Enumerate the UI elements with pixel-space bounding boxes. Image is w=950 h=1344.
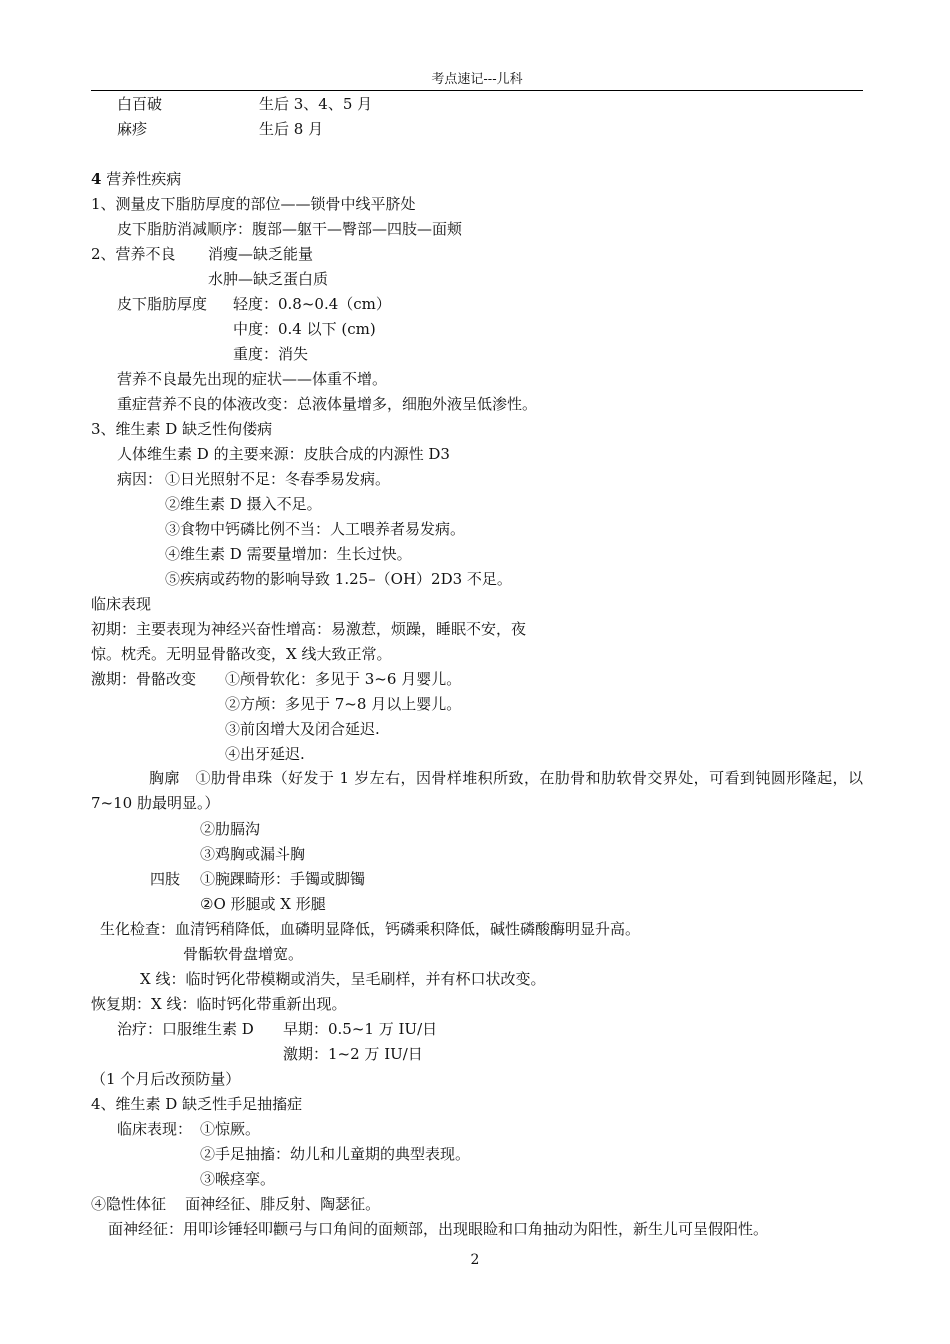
chest-label: 胸廓 xyxy=(149,769,180,787)
malnutrition-type: 水肿—缺乏蛋白质 xyxy=(208,270,329,288)
limb-sign: ②O 形腿或 X 形腿 xyxy=(200,895,326,913)
cause-item: ⑤疾病或药物的影响导致 1.25–（OH）2D3 不足。 xyxy=(165,570,512,588)
vaccine-name: 麻疹 xyxy=(117,120,148,138)
xray-note: X 线：临时钙化带模糊或消失，呈毛刷样，并有杯口状改变。 xyxy=(140,970,546,988)
early-stage-line: 惊。枕秃。无明显骨骼改变，X 线大致正常。 xyxy=(91,645,392,663)
clinical-item: ①惊厥。 xyxy=(200,1120,261,1138)
skull-sign: ④出牙延迟. xyxy=(225,745,305,763)
item2-title: 2、营养不良 xyxy=(91,245,176,263)
fat-grade: 轻度：0.8~0.4（cm） xyxy=(233,295,391,313)
limb-sign: ①腕踝畸形：手镯或脚镯 xyxy=(200,870,366,888)
clinical-item: ③喉痉挛。 xyxy=(200,1170,276,1188)
skull-sign: ②方颅：多见于 7~8 月以上婴儿。 xyxy=(225,695,462,713)
clinical-item: ②手足抽搐：幼儿和儿童期的典型表现。 xyxy=(200,1145,471,1163)
malnutrition-type: 消瘦—缺乏能量 xyxy=(208,245,314,263)
clinical-label: 临床表现： xyxy=(117,1120,193,1138)
fat-reduction-order: 皮下脂肪消减顺序：腹部—躯干—臀部—四肢—面颊 xyxy=(117,220,463,238)
limb-label: 四肢 xyxy=(150,870,181,888)
chest-sign: ②肋膈沟 xyxy=(200,820,261,838)
item4-title: 4、维生素 D 缺乏性手足抽搐症 xyxy=(91,1095,303,1113)
item3-title: 3、维生素 D 缺乏性佝偻病 xyxy=(91,420,273,438)
treatment-note: （1 个月后改预防量） xyxy=(91,1070,241,1088)
page-number: 2 xyxy=(470,1252,480,1268)
first-symptom: 营养不良最先出现的症状——体重不增。 xyxy=(117,370,388,388)
cause-item: ③食物中钙磷比例不当：人工喂养者易发病。 xyxy=(165,520,466,538)
vaccine-name: 白百破 xyxy=(117,95,163,113)
early-stage-line: 初期：主要表现为神经兴奋性增高：易激惹，烦躁，睡眠不安，夜 xyxy=(91,620,527,638)
chest-sign: ③鸡胸或漏斗胸 xyxy=(200,845,306,863)
cause-label: 病因： xyxy=(117,470,163,488)
cause-item: ②维生素 D 摄入不足。 xyxy=(165,495,322,513)
skull-sign: ③前囟增大及闭合延迟. xyxy=(225,720,380,738)
clinical-heading: 临床表现 xyxy=(91,595,152,613)
fat-grade: 中度：0.4 以下 (cm) xyxy=(233,320,376,338)
vitamin-d-source: 人体维生素 D 的主要来源：皮肤合成的内源性 D3 xyxy=(117,445,450,463)
recovery-stage: 恢复期：X 线：临时钙化带重新出现。 xyxy=(91,995,347,1013)
treatment-dose: 早期：0.5~1 万 IU/日 xyxy=(283,1020,438,1038)
section-number: 4 xyxy=(91,170,102,188)
vaccine-time: 生后 8 月 xyxy=(259,120,324,138)
epiphysis-note: 骨骺软骨盘增宽。 xyxy=(183,945,304,963)
cause-item: ①日光照射不足：冬春季易发病。 xyxy=(165,470,391,488)
section-title: 营养性疾病 xyxy=(106,170,182,188)
fat-thickness-label: 皮下脂肪厚度 xyxy=(117,295,208,313)
fluid-change: 重症营养不良的体液改变：总液体量增多，细胞外液呈低渗性。 xyxy=(117,395,538,413)
chest-sign: ①肋骨串珠（好发于 1 岁左右，因骨样堆积所致，在肋骨和肋软骨交界处，可看到钝圆形隆起，以 7~10 肋最明显。） xyxy=(91,769,863,812)
facial-nerve-sign: 面神经征：用叩诊锤轻叩颧弓与口角间的面颊部，出现眼睑和口角抽动为阳性，新生儿可呈假阳性。 xyxy=(108,1220,769,1238)
vaccine-time: 生后 3、4、5 月 xyxy=(259,95,373,113)
section-heading xyxy=(91,169,181,189)
biochem-exam: 生化检查：血清钙稍降低，血磷明显降低，钙磷乘积降低，碱性磷酸酶明显升高。 xyxy=(100,920,641,938)
skull-sign: ①颅骨软化：多见于 3~6 月婴儿。 xyxy=(225,670,462,688)
item1-title: 1、测量皮下脂肪厚度的部位——锁骨中线平脐处 xyxy=(91,195,416,213)
page-header: 考点速记---儿科 xyxy=(91,70,863,91)
cause-item: ④维生素 D 需要量增加：生长过快。 xyxy=(165,545,412,563)
latent-signs: ④隐性体征 面神经征、腓反射、陶瑟征。 xyxy=(91,1195,381,1213)
fat-grade: 重度：消失 xyxy=(233,345,309,363)
treatment-label: 治疗：口服维生素 D xyxy=(117,1020,254,1038)
active-stage-label: 激期：骨骼改变 xyxy=(91,670,197,688)
chest-paragraph xyxy=(91,766,863,816)
treatment-dose: 激期：1~2 万 IU/日 xyxy=(283,1045,423,1063)
